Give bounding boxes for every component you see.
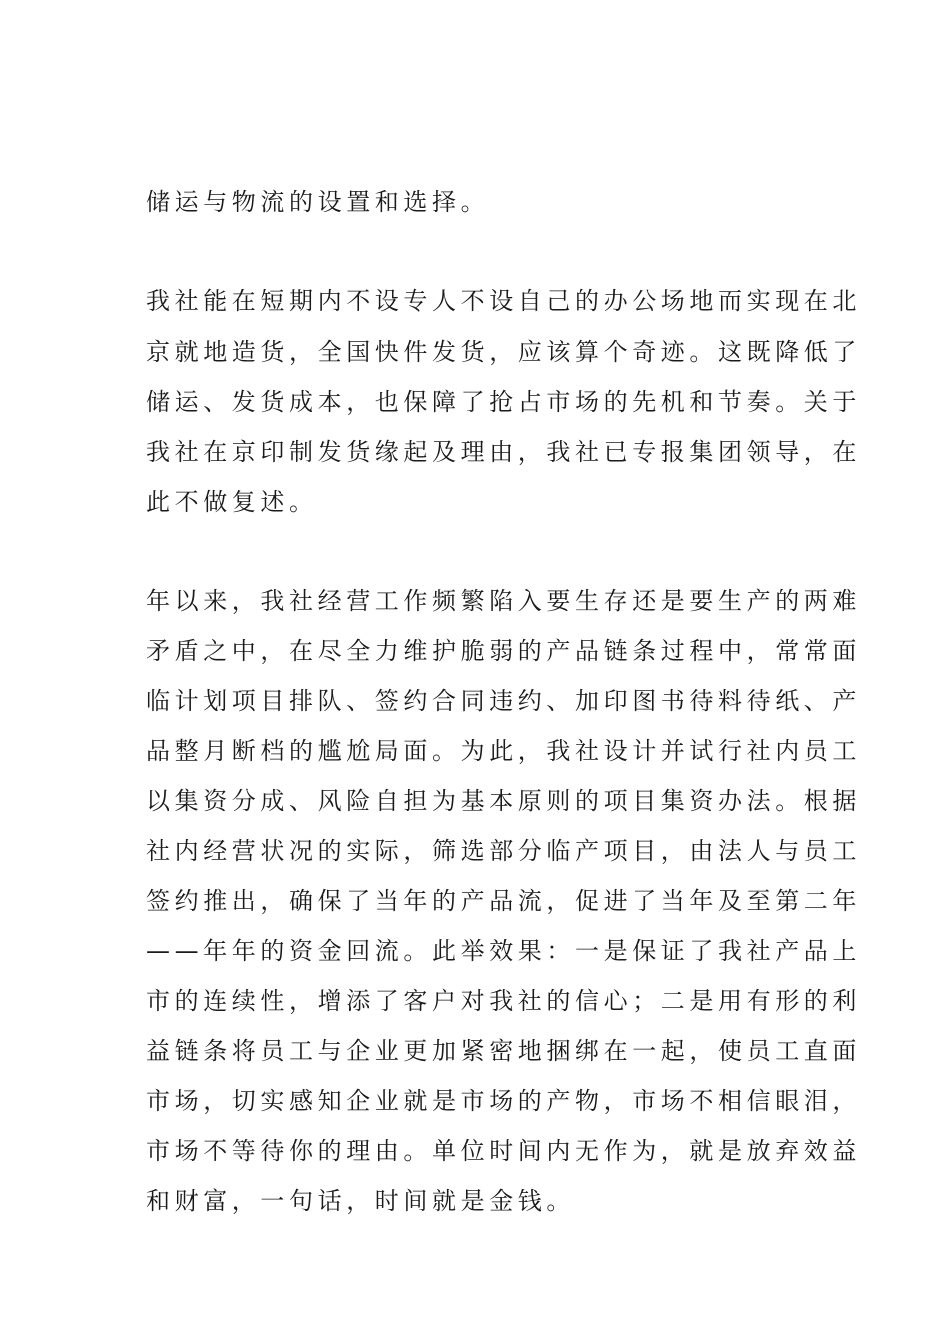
paragraph-2-line-2: 京就地造货，全国快件发货，应该算个奇迹。这既降低了 — [146, 338, 861, 366]
paragraph-3-line-13: 和财富，一句话，时间就是金钱。 — [146, 1187, 575, 1215]
paragraph-3-line-1: 年以来，我社经营工作频繁陷入要生存还是要生产的两难 — [146, 587, 861, 615]
paragraph-2-line-4: 我社在京印制发货缘起及理由，我社已专报集团领导，在 — [146, 438, 861, 466]
paragraph-2-line-3: 储运、发货成本，也保障了抢占市场的先机和节奏。关于 — [146, 388, 861, 416]
paragraph-3-line-7: 签约推出，确保了当年的产品流，促进了当年及至第二年 — [146, 887, 861, 915]
paragraph-3-line-8: ——年年的资金回流。此举效果：一是保证了我社产品上 — [146, 937, 861, 965]
paragraph-3-line-3: 临计划项目排队、签约合同违约、加印图书待料待纸、产 — [146, 687, 861, 715]
paragraph-3-line-11: 市场，切实感知企业就是市场的产物，市场不相信眼泪， — [146, 1087, 861, 1115]
paragraph-3-line-5: 以集资分成、风险自担为基本原则的项目集资办法。根据 — [146, 787, 861, 815]
paragraph-3-line-2: 矛盾之中，在尽全力维护脆弱的产品链条过程中，常常面 — [146, 637, 861, 665]
paragraph-3-line-10: 益链条将员工与企业更加紧密地捆绑在一起，使员工直面 — [146, 1037, 861, 1065]
paragraph-2-line-5: 此不做复述。 — [146, 488, 318, 516]
paragraph-3-line-6: 社内经营状况的实际，筛选部分临产项目，由法人与员工 — [146, 837, 861, 865]
paragraph-3-line-4: 品整月断档的尴尬局面。为此，我社设计并试行社内员工 — [146, 737, 861, 765]
paragraph-3-line-12: 市场不等待你的理由。单位时间内无作为，就是放弃效益 — [146, 1137, 861, 1165]
paragraph-2-line-1: 我社能在短期内不设专人不设自己的办公场地而实现在北 — [146, 287, 861, 315]
paragraph-1-line-1: 储运与物流的设置和选择。 — [146, 188, 490, 216]
paragraph-3-line-9: 市的连续性，增添了客户对我社的信心；二是用有形的利 — [146, 987, 861, 1015]
